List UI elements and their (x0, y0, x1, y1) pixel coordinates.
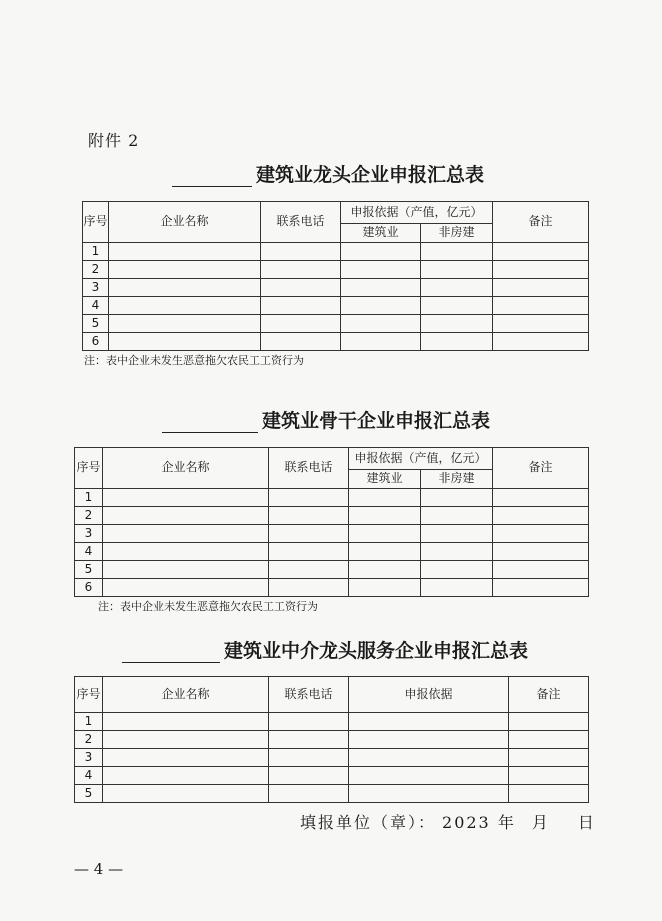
table3 (74, 676, 589, 803)
row-seq: 5 (83, 315, 109, 333)
row-seq: 5 (75, 561, 103, 579)
row-seq: 6 (83, 333, 109, 351)
table1-title: 建筑业龙头企业申报汇总表 (256, 164, 485, 186)
header-name: 企业名称 (103, 448, 269, 489)
header-basis: 申报依据（产值，亿元） (341, 202, 493, 224)
table-row (83, 261, 589, 279)
table-row (83, 315, 589, 333)
header-sub-nonhousing: 非房建 (421, 224, 493, 243)
table-row (83, 279, 589, 297)
row-seq: 3 (83, 279, 109, 297)
row-seq: 6 (75, 579, 103, 597)
header-sub-construction: 建筑业 (349, 470, 421, 489)
header-phone: 联系电话 (269, 677, 349, 713)
day-label: 日 (577, 813, 596, 832)
header-basis: 申报依据（产值，亿元） (349, 448, 493, 470)
table-row (75, 749, 589, 767)
header-seq: 序号 (83, 202, 109, 243)
header-sub-construction: 建筑业 (341, 224, 421, 243)
header-remark: 备注 (493, 448, 589, 489)
header-sub-nonhousing: 非房建 (421, 470, 493, 489)
table-row (75, 767, 589, 785)
year-label: 2023 年 (442, 813, 516, 832)
header-seq: 序号 (75, 677, 103, 713)
table-row (75, 579, 589, 597)
table-row (83, 297, 589, 315)
table1 (82, 201, 589, 351)
table3-title: 建筑业中介龙头服务企业申报汇总表 (224, 640, 529, 662)
row-seq: 2 (83, 261, 109, 279)
row-seq: 2 (75, 507, 103, 525)
attachment-label: 附件 2 (88, 131, 140, 150)
table-row (75, 731, 589, 749)
row-seq: 3 (75, 525, 103, 543)
table2-title: 建筑业骨干企业申报汇总表 (262, 410, 491, 432)
header-name: 企业名称 (103, 677, 269, 713)
table2 (74, 447, 589, 597)
table-row (75, 525, 589, 543)
title-blank-line (172, 166, 252, 187)
row-seq: 1 (83, 243, 109, 261)
page-number: — 4 — (74, 860, 124, 878)
table3-title-line (122, 636, 528, 663)
title-blank-line (122, 642, 220, 663)
table-row (75, 561, 589, 579)
header-remark: 备注 (509, 677, 589, 713)
row-seq: 3 (75, 749, 103, 767)
row-seq: 2 (75, 731, 103, 749)
table-row (75, 713, 589, 731)
row-seq: 1 (75, 713, 103, 731)
table-row (75, 507, 589, 525)
row-seq: 4 (75, 543, 103, 561)
table-row (75, 543, 589, 561)
row-seq: 4 (75, 767, 103, 785)
header-basis: 申报依据 (349, 677, 509, 713)
table2-title-line (162, 406, 490, 433)
header-phone: 联系电话 (269, 448, 349, 489)
table-row (83, 333, 589, 351)
table1-note: 注：表中企业未发生恶意拖欠农民工工资行为 (84, 354, 304, 367)
month-label: 月 (531, 813, 550, 832)
table-row (75, 785, 589, 803)
table-row (83, 243, 589, 261)
table-row (75, 489, 589, 507)
row-seq: 4 (83, 297, 109, 315)
filing-unit-label: 填报单位（章）： (300, 813, 437, 832)
table2-note: 注：表中企业未发生恶意拖欠农民工工资行为 (98, 600, 318, 613)
header-phone: 联系电话 (261, 202, 341, 243)
header-name: 企业名称 (109, 202, 261, 243)
header-seq: 序号 (75, 448, 103, 489)
table1-title-line (172, 160, 484, 187)
row-seq: 5 (75, 785, 103, 803)
row-seq: 1 (75, 489, 103, 507)
signature-line (300, 810, 602, 833)
title-blank-line (162, 412, 258, 433)
header-remark: 备注 (493, 202, 589, 243)
